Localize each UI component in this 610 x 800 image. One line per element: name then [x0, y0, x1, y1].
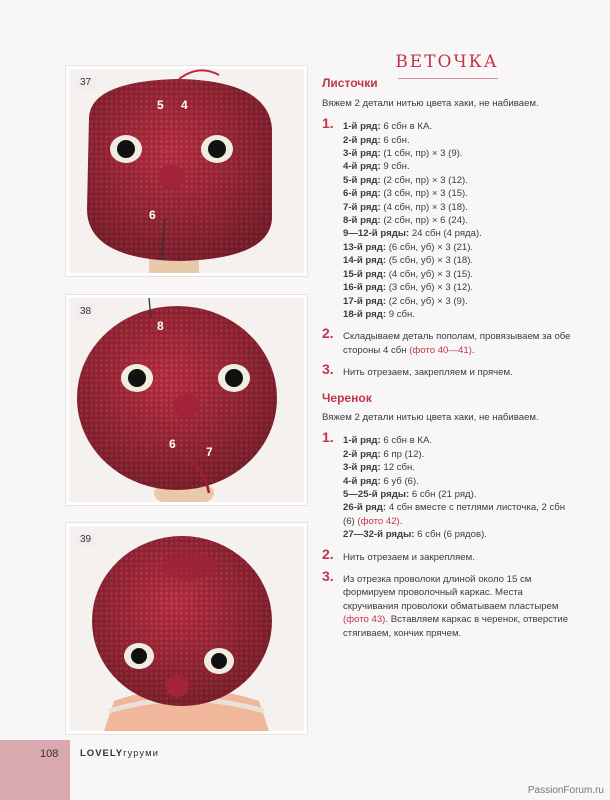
pattern-row [343, 227, 572, 240]
step-text: Нить отрезаем, закрепляем и прячем. [343, 367, 513, 379]
row-label: 4-й ряд: [343, 475, 381, 487]
pattern-row [343, 295, 572, 308]
step-text: Из отрезка проволоки длиной около 15 см формируем проволочный каркас. Места скручивания проволоки обматываем пластырем [343, 574, 559, 612]
pattern-row [343, 160, 572, 173]
photo-37-label-4: 4 [181, 98, 188, 112]
row-text: (2 сбн, пр) × 6 (24). [380, 215, 468, 227]
photo-38-label-8: 8 [157, 319, 164, 333]
photo-37 [66, 66, 307, 276]
photo-ref: (фото 40—41) [409, 344, 472, 356]
step-number: 1. [322, 429, 334, 446]
row-text: (1 сбн, пр) × 3 (9). [380, 148, 463, 160]
stem-rows [343, 434, 572, 541]
photo-37-image [69, 69, 304, 273]
stem-step-2 [322, 545, 572, 564]
row-label: 16-й ряд: [343, 282, 387, 294]
row-end: . [399, 515, 403, 527]
step-text: Нить отрезаем и закрепляем. [343, 551, 475, 563]
stem-intro: Вяжем 2 детали нитью цвета хаки, не набиваем. [322, 411, 539, 423]
photo-38-label-7: 7 [206, 445, 213, 459]
section-title: ВЕТОЧКА [395, 52, 499, 72]
photo-number: 38 [75, 304, 96, 319]
row-text: 6 сбн в КА. [380, 121, 433, 133]
row-label: 3-й ряд: [343, 148, 381, 160]
leaves-rows [343, 120, 572, 321]
row-label: 26-й ряд: [343, 502, 387, 514]
pattern-row [343, 214, 572, 227]
row-text: 12 сбн. [380, 462, 415, 474]
pattern-row [343, 187, 572, 200]
pattern-row [343, 134, 572, 147]
instructions-column [322, 52, 572, 649]
row-text: 9 сбн. [380, 161, 410, 173]
row-label: 14-й ряд: [343, 255, 387, 267]
pattern-row [343, 448, 572, 461]
pattern-row [343, 528, 572, 541]
row-label: 3-й ряд: [343, 462, 381, 474]
row-label: 1-й ряд: [343, 121, 381, 133]
pattern-row [343, 308, 572, 321]
pattern-row [343, 147, 572, 160]
photo-number: 39 [75, 532, 96, 547]
row-text: 4 сбн вместе с петлями листочка, 2 сбн (6) [343, 502, 566, 527]
leaves-intro: Вяжем 2 детали нитью цвета хаки, не набиваем. [322, 97, 539, 109]
brand-bold: LOVELY [80, 748, 124, 759]
photo-ref: (фото 43) [343, 614, 386, 626]
photo-ref: (фото 42) [357, 515, 400, 527]
stem-step-3 [322, 568, 572, 640]
row-text: (5 сбн, уб) × 3 (18). [386, 255, 474, 267]
row-text: (2 сбн, пр) × 3 (12). [380, 174, 468, 186]
step-end: . [471, 344, 475, 356]
pattern-row [343, 241, 572, 254]
row-text: 24 сбн (4 ряда). [409, 228, 482, 240]
pattern-row [343, 461, 572, 474]
row-label: 15-й ряд: [343, 268, 387, 280]
pattern-row [343, 434, 572, 447]
photo-38-image [69, 298, 304, 502]
pattern-row [343, 281, 572, 294]
row-text: 6 сбн в КА. [380, 435, 433, 447]
pattern-row [343, 475, 572, 488]
leaves-step-1 [322, 115, 572, 321]
row-text: (6 сбн, уб) × 3 (21). [386, 241, 474, 253]
step-number: 3. [322, 568, 334, 584]
pattern-row [343, 120, 572, 133]
row-label: 1-й ряд: [343, 435, 381, 447]
row-text: 6 пр (12). [380, 448, 425, 460]
row-label: 5-й ряд: [343, 174, 381, 186]
stem-heading: Черенок [322, 390, 372, 405]
photo-38 [66, 295, 307, 505]
row-text: (3 сбн, уб) × 3 (12). [386, 282, 474, 294]
row-label: 6-й ряд: [343, 188, 381, 200]
row-label: 18-й ряд: [343, 308, 387, 320]
step-number: 2. [322, 325, 334, 342]
leaves-step-3 [322, 361, 572, 379]
page-number: 108 [40, 748, 59, 760]
step-end: . Вставляем каркас в черенок, отверстие стягиваем, кончик прячем. [343, 614, 569, 639]
row-label: 13-й ряд: [343, 241, 387, 253]
brand-rest: гуруми [123, 748, 159, 759]
row-text: 6 сбн (6 рядов). [414, 529, 487, 541]
row-text: 6 сбн. [380, 134, 410, 146]
photo-39-image [69, 526, 304, 731]
row-text: 6 уб (6). [380, 475, 419, 487]
row-text: (4 сбн, пр) × 3 (18). [380, 201, 468, 213]
watermark: PassionForum.ru [527, 785, 604, 796]
row-text: 6 сбн (21 ряд). [409, 488, 477, 500]
pattern-row [343, 488, 572, 501]
magazine-brand [80, 748, 159, 759]
pattern-row [343, 254, 572, 267]
leaves-step-2 [322, 325, 572, 357]
step-number: 3. [322, 361, 334, 378]
pattern-row [343, 268, 572, 281]
row-label: 5—25-й ряды: [343, 488, 410, 500]
row-text: (4 сбн, уб) × 3 (15). [386, 268, 474, 280]
photo-number: 37 [75, 75, 96, 90]
pattern-row [343, 501, 572, 528]
stem-step-1 [322, 429, 572, 541]
row-text: 9 сбн. [386, 308, 415, 320]
step-number: 2. [322, 545, 334, 562]
photo-37-label-5: 5 [157, 98, 164, 112]
photo-37-label-6: 6 [149, 208, 156, 222]
row-label: 4-й ряд: [343, 161, 381, 173]
leaves-heading: Листочки [322, 76, 378, 91]
row-label: 27—32-й ряды: [343, 529, 415, 541]
pattern-row [343, 201, 572, 214]
photo-39 [66, 523, 307, 734]
footer-color-band [0, 740, 70, 800]
row-label: 9—12-й ряды: [343, 228, 410, 240]
row-label: 17-й ряд: [343, 295, 387, 307]
row-text: (2 сбн, уб) × 3 (9). [386, 295, 468, 307]
step-text: Складываем деталь пополам, провязываем за обе стороны 4 сбн [343, 331, 571, 356]
row-label: 7-й ряд: [343, 201, 381, 213]
row-label: 2-й ряд: [343, 448, 381, 460]
row-text: (3 сбн, пр) × 3 (15). [380, 188, 468, 200]
photo-38-label-6: 6 [169, 437, 176, 451]
pattern-row [343, 174, 572, 187]
row-label: 2-й ряд: [343, 134, 381, 146]
row-label: 8-й ряд: [343, 215, 381, 227]
step-number: 1. [322, 115, 334, 132]
